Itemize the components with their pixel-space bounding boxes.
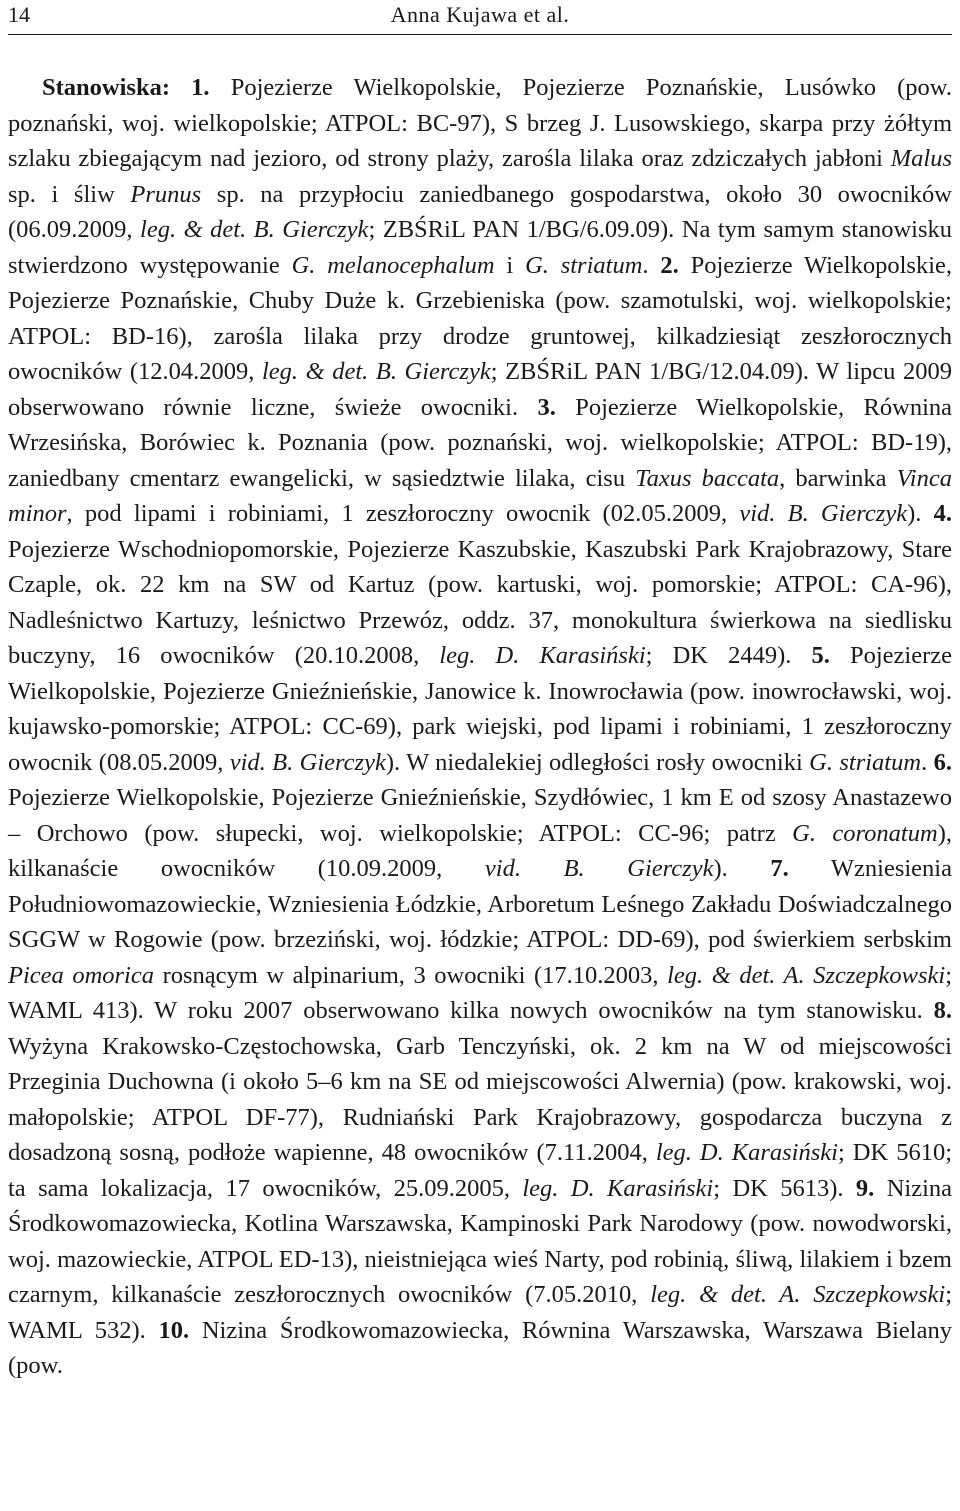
locality-number: 7.	[770, 855, 789, 882]
text-run: ).	[907, 500, 934, 527]
localities-paragraph	[8, 70, 952, 1384]
page-number: 14	[8, 2, 30, 27]
italic-text: G. striatum	[525, 251, 643, 279]
italic-text: vid. B. Gierczyk	[229, 748, 386, 776]
text-run: ; ZBŚRiL PAN 1/BG/6.09.09). Na tym samym stanowisku stwierdzono występowanie	[8, 216, 952, 279]
text-run: , barwinka	[779, 464, 897, 492]
text-run: , pod lipami i robiniami, 1 zeszłoroczny owocnik (02.05.2009,	[66, 500, 740, 527]
text-run: i	[494, 251, 526, 279]
italic-text: leg. & det. B. Gierczyk	[140, 216, 369, 243]
text-run: ; DK 2449).	[645, 642, 812, 669]
italic-text: leg. D. Karasiński	[522, 1174, 714, 1202]
text-run: ; ZBŚRiL PAN 1/BG/12.04.09). W lipcu 2009 obserwowano równie liczne, świeże owocniki.	[8, 358, 952, 421]
text-run: Wyżyna Krakowsko-Częstochowska, Garb Tenczyński, ok. 2 km na W od miejscowości Przeginia Duchowna (i około 5–6 km na SE od miejscowości Alwernia) (pow. krakowski, woj. małopolskie; ATPOL DF-77), Rudniański Park Krajobrazowy, gospodarcza buczyna z dosadzoną sosną, podłoże wapienne, 48 owocników (7.11.2004,	[8, 1032, 952, 1166]
italic-text: leg. D. Karasiński	[655, 1139, 838, 1166]
text-run: Nizina Środkowomazowiecka, Kotlina Warszawska, Kampinoski Park Narodowy (pow. nowodworski, woj. mazowieckie, ATPOL ED-13), nieistniejąca wieś Narty, pod robinią, śliwą, lilakiem i bzem czarnym, kilkanaście zeszłorocznych owocników (7.05.2010,	[8, 1174, 953, 1308]
locality-number: 4.	[933, 500, 952, 527]
text-run: Pojezierze Wschodniopomorskie, Pojezierze Kaszubskie, Kaszubski Park Krajobrazowy, Stare Czaple, ok. 22 km na SW od Kartuz (pow. kartuski, woj. pomorskie; ATPOL: CA-96), Nadleśnictwo Kartuzy, leśnictwo Przewóz, oddz. 37, monokultura świerkowa na siedlisku buczyny, 16 owocników (20.10.2008,	[8, 535, 952, 669]
locality-number: 1.	[191, 74, 210, 101]
text-run: sp. na przypłociu zaniedbanego gospodarstwa, około 30 owocników (06.09.2009,	[8, 180, 952, 243]
italic-text: Prunus	[130, 180, 202, 208]
text-run: ), kilkanaście owocników (10.09.2009,	[8, 819, 952, 882]
locality-number: Stanowiska:	[42, 74, 170, 101]
locality-number: 9.	[855, 1174, 875, 1202]
text-run: sp. i śliw	[8, 180, 131, 208]
italic-text: Malus	[890, 145, 952, 172]
locality-number: 10.	[158, 1316, 190, 1344]
italic-text: vid. B. Gierczyk	[739, 500, 908, 527]
italic-text: leg. & det. A. Szczepkowski	[667, 961, 946, 989]
text-run: ; DK 5613).	[713, 1174, 856, 1202]
text-run	[170, 74, 191, 101]
text-run: ). W niedalekiej odległości rosły owocniki	[385, 748, 810, 776]
text-run: ; WAML 413). W roku 2007 obserwowano kilka nowych owocników na tym stanowisku.	[8, 961, 952, 1024]
text-run: Pojezierze Wielkopolskie, Równina Wrzesińska, Borówiec k. Poznania (pow. poznański, woj. wielkopolskie; ATPOL: BD-19), zaniedbany cmentarz ewangelicki, w sąsiedztwie lilaka, cisu	[8, 393, 953, 492]
text-run: ).	[713, 855, 771, 882]
text-run: Pojezierze Wielkopolskie, Pojezierze Poznańskie, Chuby Duże k. Grzebieniska (pow. szamotulski, woj. wielkopolskie; ATPOL: BD-16), zarośla lilaka przy drodze gruntowej, kilkadziesiąt zeszłorocznych owocników (12.04.2009,	[8, 251, 952, 385]
text-run: rosnącym w alpinarium, 3 owocniki (17.10.2003,	[154, 961, 668, 989]
page-header	[8, 0, 952, 30]
text-run: Pojezierze Wielkopolskie, Pojezierze Gnieźnieńskie, Szydłówiec, 1 km E od szosy Anastazewo – Orchowo (pow. słupecki, woj. wielkopolskie; ATPOL: CC-96; patrz	[8, 784, 952, 847]
body-text	[8, 70, 952, 1384]
text-run: .	[642, 251, 661, 279]
italic-text: Vinca minor	[8, 464, 952, 527]
italic-text: Taxus baccata	[635, 464, 780, 492]
header-rule	[8, 34, 952, 35]
locality-number: 8.	[933, 997, 952, 1024]
text-run: ; WAML 532).	[8, 1281, 952, 1344]
running-head: Anna Kujawa et al.	[390, 2, 570, 27]
locality-number: 2.	[660, 251, 679, 279]
text-run: ; DK 5610; ta sama lokalizacja, 17 owocników, 25.09.2005,	[8, 1139, 953, 1202]
italic-text: Picea omorica	[8, 961, 154, 989]
italic-text: leg. & det. B. Gierczyk	[262, 358, 491, 385]
locality-number: 6.	[933, 748, 952, 776]
text-run: Pojezierze Wielkopolskie, Pojezierze Gnieźnieńskie, Janowice k. Inowrocławia (pow. inowrocławski, woj. kujawsko-pomorskie; ATPOL: CC-69), park wiejski, pod lipami i robiniami, 1 zeszłoroczny owocnik (08.05.2009,	[8, 642, 952, 776]
italic-text: G. striatum	[809, 748, 922, 776]
text-run: Nizina Środkowomazowiecka, Równina Warszawska, Warszawa Bielany (pow.	[8, 1316, 952, 1379]
text-run: Wzniesienia Południowomazowieckie, Wzniesienia Łódzkie, Arboretum Leśnego Zakładu Doświadczalnego SGGW w Rogowie (pow. brzeziński, woj. łódzkie; ATPOL: DD-69), pod świerkiem serbskim	[8, 855, 952, 953]
italic-text: vid. B. Gierczyk	[484, 855, 714, 882]
italic-text: G. coronatum	[792, 819, 938, 847]
locality-number: 3.	[537, 393, 556, 421]
italic-text: leg. D. Karasiński	[439, 642, 646, 669]
text-run: .	[921, 748, 934, 776]
text-run: Pojezierze Wielkopolskie, Pojezierze Poznańskie, Lusówko (pow. poznański, woj. wielkopolskie; ATPOL: BC-97), S brzeg J. Lusowskiego, skarpa przy żółtym szlaku zbiegającym nad jezioro, od strony plaży, zarośla lilaka oraz zdziczałych jabłoni	[8, 74, 953, 172]
italic-text: G. melanocephalum	[291, 251, 495, 279]
locality-number: 5.	[811, 642, 830, 669]
italic-text: leg. & det. A. Szczepkowski	[650, 1281, 946, 1308]
